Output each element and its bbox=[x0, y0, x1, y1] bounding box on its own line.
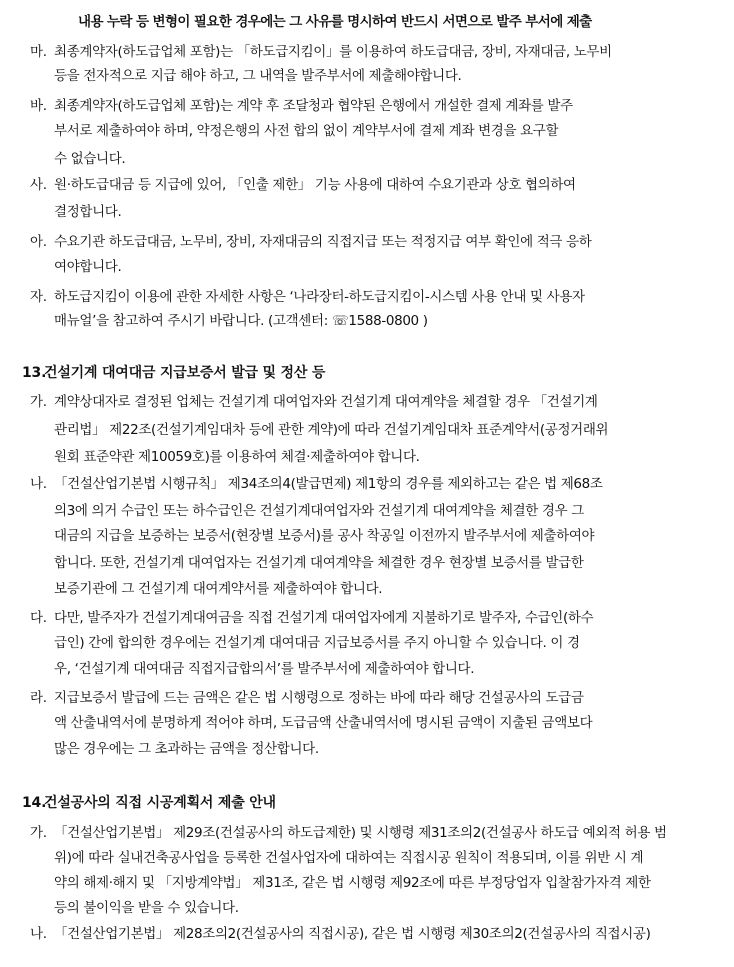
line-text: 약의 해제·해지 및 「지방계약법」 제31조, 같은 법 시행령 제92조에 따른 부정당업자 입찰참가자격 제한 bbox=[54, 875, 651, 891]
section-number: 13. bbox=[22, 365, 47, 381]
item-marker: 가. bbox=[30, 825, 47, 841]
line-text: 「건설산업기본법」 제28조의2(건설공사의 직접시공), 같은 법 시행령 제30조의2(건설공사의 직접시공) bbox=[54, 926, 651, 942]
line-text: 원·하도급대금 등 지급에 있어, 「인출 제한」 기능 사용에 대하여 수요기관과 상호 협의하여 bbox=[54, 177, 576, 193]
line-text: 많은 경우에는 그 초과하는 금액을 정산합니다. bbox=[54, 741, 319, 757]
item-marker: 사. bbox=[30, 177, 47, 193]
line-text: 위)에 따라 실내건축공사업을 등록한 건설사업자에 대하여는 직접시공 원칙이 적용되며, 이를 위반 시 계 bbox=[54, 850, 644, 866]
line-text: 관리법」 제22조(건설기계임대차 등에 관한 계약)에 따라 건설기계임대차 표준계약서(공정거래위 bbox=[54, 422, 609, 438]
line-text: 다만, 발주자가 건설기계대여금을 직접 건설기계 대여업자에게 지불하기로 발주자, 수급인(하수 bbox=[54, 610, 594, 626]
line-text: 지급보증서 발급에 드는 금액은 같은 법 시행령으로 정하는 바에 따라 해당 건설공사의 도급금 bbox=[54, 690, 584, 706]
section-title: 건설기계 대여대금 지급보증서 발급 및 정산 등 bbox=[44, 365, 326, 381]
line-text: 부서로 제출하여야 하며, 약정은행의 사전 합의 없이 계약부서에 결제 계좌 변경을 요구할 bbox=[54, 123, 559, 139]
line-text: 매뉴얼’을 참고하여 주시기 바랍니다. (고객센터: ☏1588-0800 ) bbox=[54, 313, 428, 329]
line-text: 여야합니다. bbox=[54, 259, 122, 275]
line-text: 수요기관 하도급대금, 노무비, 장비, 자재대금의 직접지급 또는 적정지급 여부 확인에 적극 응하 bbox=[54, 234, 592, 250]
item-marker: 바. bbox=[30, 98, 47, 114]
line-text: 등을 전자적으로 지급 해야 하고, 그 내역을 발주부서에 제출해야합니다. bbox=[54, 68, 462, 84]
line-text: 최종계약자(하도급업체 포함)는 계약 후 조달청과 협약된 은행에서 개설한 결제 계좌를 발주 bbox=[54, 98, 573, 114]
item-marker: 아. bbox=[30, 234, 47, 250]
item-marker: 라. bbox=[30, 690, 47, 706]
item-marker: 가. bbox=[30, 394, 47, 410]
line-text: 「건설산업기본법」 제29조(건설공사의 하도급제한) 및 시행령 제31조의2(건설공사 하도급 예외적 허용 범 bbox=[54, 825, 667, 841]
item-marker: 마. bbox=[30, 44, 47, 60]
line-text: 「건설산업기본법 시행규칙」 제34조의4(발급면제) 제1항의 경우를 제외하고는 같은 법 제68조 bbox=[54, 476, 603, 492]
line-text: 합니다. 또한, 건설기계 대여업자는 건설기계 대여계약을 체결한 경우 현장별 보증서를 발급한 bbox=[54, 555, 584, 571]
line-text: 의3에 의거 수급인 또는 하수급인은 건설기계대여업자와 건설기계 대여계약을 체결한 경우 그 bbox=[54, 503, 584, 519]
line-text: 수 없습니다. bbox=[54, 151, 126, 167]
line-text: 하도급지킴이 이용에 관한 자세한 사항은 ‘나라장터-하도급지킴이-시스템 사용 안내 및 사용자 bbox=[54, 289, 585, 305]
line-text: 최종계약자(하도급업체 포함)는 「하도급지킴이」를 이용하여 하도급대금, 장비, 자재대금, 노무비 bbox=[54, 44, 612, 60]
item-marker: 나. bbox=[30, 926, 47, 942]
line-text: 계약상대자로 결정된 업체는 건설기계 대여업자와 건설기계 대여계약을 체결할 경우 「건설기계 bbox=[54, 394, 598, 410]
line-text: 내용 누락 등 변형이 필요한 경우에는 그 사유를 명시하여 반드시 서면으로 발주 부서에 제출 bbox=[78, 14, 592, 30]
line-text: 결정합니다. bbox=[54, 204, 122, 220]
section-number: 14. bbox=[22, 795, 47, 811]
line-text: 대금의 지급을 보증하는 보증서(현장별 보증서)를 공사 착공일 이전까지 발주부서에 제출하여야 bbox=[54, 528, 595, 544]
section-title: 건설공사의 직접 시공계획서 제출 안내 bbox=[44, 795, 276, 811]
line-text: 원회 표준약관 제10059호)를 이용하여 체결·제출하여야 합니다. bbox=[54, 449, 420, 465]
line-text: 등의 불이익을 받을 수 있습니다. bbox=[54, 900, 239, 916]
line-text: 급인) 간에 합의한 경우에는 건설기계 대여대금 지급보증서를 주지 아니할 수 있습니다. 이 경 bbox=[54, 635, 580, 651]
item-marker: 다. bbox=[30, 610, 47, 626]
line-text: 우, ‘건설기계 대여대금 직접지급합의서’를 발주부서에 제출하여야 합니다. bbox=[54, 661, 475, 677]
line-text: 보증기관에 그 건설기계 대여계약서를 제출하여야 합니다. bbox=[54, 581, 383, 597]
line-text: 액 산출내역서에 분명하게 적어야 하며, 도급금액 산출내역서에 명시된 금액이 지출된 금액보다 bbox=[54, 715, 593, 731]
item-marker: 자. bbox=[30, 289, 47, 305]
item-marker: 나. bbox=[30, 476, 47, 492]
